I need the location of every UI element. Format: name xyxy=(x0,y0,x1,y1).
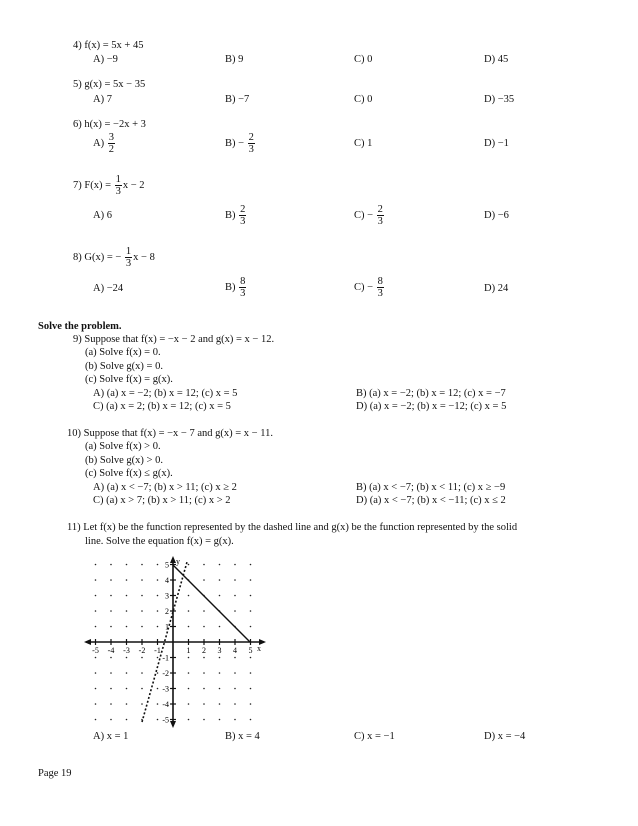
grid-dot xyxy=(126,595,128,597)
problem-8-choice-d: D) 24 xyxy=(484,283,509,294)
grid-dot xyxy=(234,672,236,674)
grid-dot xyxy=(219,595,221,597)
grid-dot xyxy=(188,595,190,597)
grid-dot xyxy=(126,703,128,705)
grid-dot xyxy=(141,657,143,659)
grid-dot xyxy=(250,579,252,581)
grid-dot xyxy=(234,595,236,597)
problem-7-stem: 7) F(x) = $\frac{1}{3}$ x − 2 xyxy=(73,174,145,197)
grid-dot xyxy=(157,657,159,659)
grid-dot xyxy=(250,703,252,705)
problem-6-choice-d: D) −1 xyxy=(484,138,509,149)
grid-dot xyxy=(95,564,97,566)
problem-5-choice-d: D) −35 xyxy=(484,94,515,105)
problem-11-choice-c: C) x = −1 xyxy=(354,731,395,742)
problem-4-stem: 4) f(x) = 5x + 45 xyxy=(73,40,144,51)
grid-dot xyxy=(188,610,190,612)
grid-dot xyxy=(250,688,252,690)
grid-dot xyxy=(110,595,112,597)
problem-11-choice-b: B) x = 4 xyxy=(225,731,260,742)
problem-5-choice-a: A) 7 xyxy=(93,94,112,105)
grid-dot xyxy=(110,703,112,705)
problem-7-choice-c: C) − $\frac{2}{3}$ xyxy=(354,204,383,227)
x-tick-label: -1 xyxy=(154,646,161,655)
x-tick-label: -4 xyxy=(107,646,115,655)
grid-dot xyxy=(126,610,128,612)
grid-dot xyxy=(95,595,97,597)
y-tick-label: 5 xyxy=(165,560,169,570)
grid-dot xyxy=(250,626,252,628)
grid-dot xyxy=(234,564,236,566)
grid-dot xyxy=(203,610,205,612)
grid-dot xyxy=(203,672,205,674)
fraction: $\frac{8}{3}$ xyxy=(377,276,383,299)
problem-9-choice-a: A) (a) x = −2; (b) x = 12; (c) x = 5 xyxy=(93,388,238,399)
grid-dot xyxy=(188,719,190,721)
grid-dot xyxy=(219,719,221,721)
problem-8-stem: 8) G(x) = − $\frac{1}{3}$ x − 8 xyxy=(73,246,155,269)
grid-dot xyxy=(126,564,128,566)
grid-dot xyxy=(157,672,159,674)
grid-dot xyxy=(219,626,221,628)
grid-dot xyxy=(250,610,252,612)
grid-dot xyxy=(110,657,112,659)
problem-9-stem: 9) Suppose that f(x) = −x − 2 and g(x) = x − 12. xyxy=(73,334,275,345)
y-tick-label: -2 xyxy=(162,669,169,678)
grid-dot xyxy=(219,672,221,674)
problem-10-choice-c: C) (a) x > 7; (b) x > 11; (c) x > 2 xyxy=(93,495,231,506)
problem-4-choice-b: B) 9 xyxy=(225,54,244,65)
grid-dot xyxy=(141,564,143,566)
x-tick-label: -3 xyxy=(123,646,130,655)
grid-dot xyxy=(141,672,143,674)
problem-10-choice-d: D) (a) x < −7; (b) x < −11; (c) x ≤ 2 xyxy=(356,495,506,506)
problem-6-choice-c: C) 1 xyxy=(354,138,373,149)
problem-11-stem-line1: 11) Let f(x) be the function represented by the dashed line and g(x) be the function represented by the solid xyxy=(67,522,518,533)
problem-9-choice-b: B) (a) x = −2; (b) x = 12; (c) x = −7 xyxy=(356,388,506,399)
problem-7-choice-a: A) 6 xyxy=(93,210,112,221)
problem-11-graph xyxy=(80,555,270,730)
problem-8-choice-c: C) − $\frac{8}{3}$ xyxy=(354,276,383,299)
grid-dot xyxy=(157,703,159,705)
grid-dot xyxy=(157,579,159,581)
grid-dot xyxy=(157,626,159,628)
problem-8-choice-b: B) $\frac{8}{3}$ xyxy=(225,276,246,299)
problem-7-choice-d: D) −6 xyxy=(484,210,509,221)
grid-dot xyxy=(110,579,112,581)
grid-dot xyxy=(157,564,159,566)
problem-11-stem-line2: line. Solve the equation f(x) = g(x). xyxy=(85,536,234,547)
problem-9-choice-c: C) (a) x = 2; (b) x = 12; (c) x = 5 xyxy=(93,401,231,412)
x-tick-label: 5 xyxy=(248,646,253,655)
problem-9-part-b: (b) Solve g(x) = 0. xyxy=(85,361,163,372)
grid-dot xyxy=(234,688,236,690)
grid-dot xyxy=(110,672,112,674)
problem-9-part-a: (a) Solve f(x) = 0. xyxy=(85,347,161,358)
x-tick-label: 2 xyxy=(202,646,206,655)
grid-dot xyxy=(141,703,143,705)
problem-8-choice-a: A) −24 xyxy=(93,283,124,294)
problem-10-choice-b: B) (a) x < −7; (b) x < 11; (c) x ≥ −9 xyxy=(356,482,506,493)
grid-dot xyxy=(141,610,143,612)
problem-5-choice-c: C) 0 xyxy=(354,94,373,105)
grid-dot xyxy=(219,579,221,581)
grid-dot xyxy=(203,579,205,581)
grid-dot xyxy=(157,610,159,612)
problem-6-choice-a: A) $\frac{3}{2}$ xyxy=(93,132,114,155)
problem-10-part-b: (b) Solve g(x) > 0. xyxy=(85,455,163,466)
fraction: $\frac{2}{3}$ xyxy=(248,132,254,155)
problem-10-stem: 10) Suppose that f(x) = −x − 7 and g(x) = x − 11. xyxy=(67,428,273,439)
y-axis-arrow-bottom xyxy=(170,721,176,728)
grid-dot xyxy=(141,595,143,597)
fraction: $\frac{2}{3}$ xyxy=(377,204,383,227)
problem-9-part-c: (c) Solve f(x) = g(x). xyxy=(85,374,173,385)
grid-dot xyxy=(250,719,252,721)
grid-dot xyxy=(126,672,128,674)
solid-line-g xyxy=(173,565,250,642)
x-axis-label: x xyxy=(257,644,261,653)
grid-dot xyxy=(110,610,112,612)
y-tick-label: 4 xyxy=(165,576,169,585)
grid-dot xyxy=(250,672,252,674)
grid-dot xyxy=(110,719,112,721)
grid-dot xyxy=(157,688,159,690)
grid-dot xyxy=(95,610,97,612)
grid-dot xyxy=(219,657,221,659)
problem-4-choice-a: A) −9 xyxy=(93,54,118,65)
problem-7-choice-b: B) $\frac{2}{3}$ xyxy=(225,204,246,227)
grid-dot xyxy=(203,719,205,721)
grid-dot xyxy=(203,703,205,705)
grid-dot xyxy=(141,579,143,581)
grid-dot xyxy=(110,626,112,628)
fraction: $\frac{2}{3}$ xyxy=(240,204,246,227)
grid-dot xyxy=(203,626,205,628)
grid-dot xyxy=(250,595,252,597)
problem-6-stem: 6) h(x) = −2x + 3 xyxy=(73,119,146,130)
y-tick-label: 1 xyxy=(165,622,169,632)
problem-4-choice-c: C) 0 xyxy=(354,54,373,65)
x-tick-label: 4 xyxy=(233,646,237,655)
fraction: $\frac{3}{2}$ xyxy=(108,132,114,155)
grid-dot xyxy=(203,688,205,690)
grid-dot xyxy=(219,564,221,566)
grid-dot xyxy=(126,579,128,581)
grid-dot xyxy=(188,657,190,659)
x-axis-arrow-left xyxy=(84,639,91,645)
grid-dot xyxy=(110,688,112,690)
y-tick-label: -3 xyxy=(162,684,169,694)
x-tick-label: -2 xyxy=(138,646,146,655)
grid-dot xyxy=(95,626,97,628)
grid-dot xyxy=(234,579,236,581)
grid-dot xyxy=(234,703,236,705)
y-axis-label: y xyxy=(176,557,180,566)
grid-dot xyxy=(110,564,112,566)
problem-10-choice-a: A) (a) x < −7; (b) x > 11; (c) x ≥ 2 xyxy=(93,482,237,493)
grid-dot xyxy=(126,657,128,659)
problem-10-part-c: (c) Solve f(x) ≤ g(x). xyxy=(85,468,173,479)
y-tick-label: 3 xyxy=(165,591,169,601)
fraction: $\frac{1}{3}$ xyxy=(115,174,121,197)
grid-dot xyxy=(95,657,97,659)
grid-dot xyxy=(203,657,205,659)
grid-dot xyxy=(234,719,236,721)
y-tick-label: 2 xyxy=(165,607,169,616)
problem-10-part-a: (a) Solve f(x) > 0. xyxy=(85,441,161,452)
grid-dot xyxy=(157,719,159,721)
grid-dot xyxy=(126,719,128,721)
grid-dot xyxy=(203,564,205,566)
grid-dot xyxy=(234,657,236,659)
grid-dot xyxy=(141,626,143,628)
x-tick-label: 1 xyxy=(186,646,191,655)
problem-4-choice-d: D) 45 xyxy=(484,54,509,65)
grid-dot xyxy=(95,703,97,705)
grid-dot xyxy=(188,703,190,705)
grid-dot xyxy=(188,672,190,674)
grid-dot xyxy=(95,672,97,674)
grid-dot xyxy=(219,703,221,705)
grid-dot xyxy=(234,610,236,612)
grid-dot xyxy=(188,564,190,566)
y-tick-label: -1 xyxy=(162,653,169,663)
fraction: $\frac{8}{3}$ xyxy=(240,276,246,299)
x-tick-label: -5 xyxy=(92,646,99,655)
grid-dot xyxy=(188,626,190,628)
grid-dot xyxy=(95,688,97,690)
problem-9-choice-d: D) (a) x = −2; (b) x = −12; (c) x = 5 xyxy=(356,401,507,412)
grid-dot xyxy=(95,579,97,581)
grid-dot xyxy=(250,564,252,566)
grid-dot xyxy=(126,626,128,628)
x-tick-label: 3 xyxy=(217,646,222,655)
grid-dot xyxy=(188,688,190,690)
grid-dot xyxy=(157,595,159,597)
problem-11-choice-a: A) x = 1 xyxy=(93,731,129,742)
problem-5-choice-b: B) −7 xyxy=(225,94,250,105)
problem-5-stem: 5) g(x) = 5x − 35 xyxy=(73,79,146,90)
page-footer: Page 19 xyxy=(38,768,72,779)
grid-dot xyxy=(219,688,221,690)
section-heading: Solve the problem. xyxy=(38,321,122,332)
grid-dot xyxy=(95,719,97,721)
problem-11-choice-d: D) x = −4 xyxy=(484,731,526,742)
y-tick-label: -4 xyxy=(162,700,169,709)
problem-6-choice-b: B) − $\frac{2}{3}$ xyxy=(225,132,254,155)
grid-dot xyxy=(141,688,143,690)
grid-dot xyxy=(250,657,252,659)
grid-dot xyxy=(126,688,128,690)
y-tick-label: -5 xyxy=(162,715,169,725)
fraction: $\frac{1}{3}$ xyxy=(125,246,132,269)
